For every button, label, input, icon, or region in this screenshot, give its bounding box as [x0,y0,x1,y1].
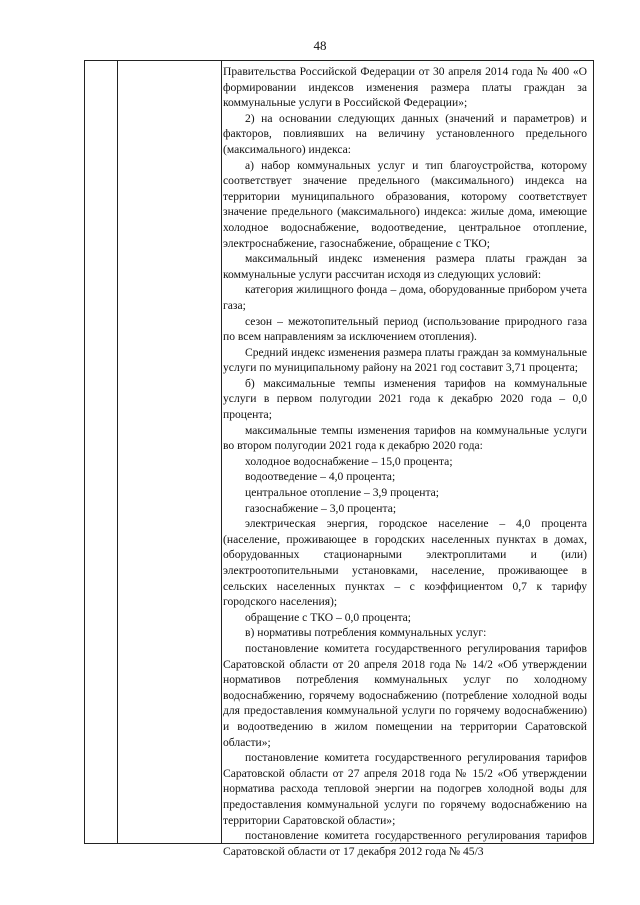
paragraph: категория жилищного фонда – дома, оборудованные прибором учета газа; [223,283,587,312]
page-number: 48 [313,38,327,53]
paragraph: Правительства Российской Федерации от 30 апреля 2014 года № 400 «О формировании индексов изменения размера платы граждан за коммунальные услуги в Российской Федерации»; [223,65,587,110]
table-column-divider [221,61,222,843]
paragraph: газоснабжение – 3,0 процента; [245,501,397,515]
paragraph: максимальные темпы изменения тарифов на коммунальные услуги во втором полугодии 2021 года к декабрю 2020 года: [223,423,587,453]
paragraph: б) максимальные темпы изменения тарифов на коммунальные услуги в первом полугодии 2021 года к декабрю 2020 года – 0,0 процента; [223,376,587,422]
paragraph: постановление комитета государственного регулирования тарифов Саратовской области от 17 декабря 2012 года № 45/3 [223,829,587,858]
paragraph: холодное водоснабжение – 15,0 процента; [245,454,453,468]
table-text-cell [223,64,587,859]
paragraph: постановление комитета государственного регулирования тарифов Саратовской области от 27 апреля 2018 года № 15/2 «Об утверждении норматива расхода тепловой энергии на подогрев холодной воды для предоставления коммунальной услуги по горячему водоснабжению на территории Саратовской области»; [223,751,587,827]
table-column-divider [117,61,118,843]
paragraph: обращение с ТКО – 0,0 процента; [245,610,412,624]
paragraph: электрическая энергия, городское население – 4,0 процента (население, проживающее в городских населенных пунктах в домах, оборудованных стационарными электроплитами и (или) электроотопительными установками, население, проживающее в сельских населенных пунктах – с коэффициентом 0,7 к тарифу городского населения); [223,517,587,609]
paragraph: 2) на основании следующих данных (значений и параметров) и факторов, повлиявших на величину установленного предельного (максимального) индекса: [223,111,587,156]
paragraph: Средний индекс изменения размера платы граждан за коммунальные услуги по муниципальному району на 2021 год составит 3,71 процента; [223,345,587,375]
paragraph: а) набор коммунальных услуг и тип благоустройства, которому соответствует значение предельного (максимального) индекса на территории муниципального образования, которому соответствует значение предельного (максимального) индекса: жилые дома, имеющие холодное водоснабжение, водоотведение, центральное отопление, электроснабжение, газоснабжение, обращение с ТКО; [223,158,587,250]
paragraph: в) нормативы потребления коммунальных услуг: [245,626,487,640]
document-table [84,60,594,858]
paragraph: максимальный индекс изменения размера платы граждан за коммунальные услуги рассчитан исходя из следующих условий: [223,252,587,281]
paragraph: сезон – межотопительный период (использование природного газа по всем направлениям за исключением отопления). [223,314,587,344]
paragraph: постановление комитета государственного регулирования тарифов Саратовской области от 20 апреля 2018 года № 14/2 «Об утверждении нормативов потребления коммунальных услуг по холодному водоснабжению, горячему водоснабжению (потребление холодной воды для предоставления коммунальной услуги по горячему водоснабжению) и водоотведению в жилом помещении на территории Саратовской области»; [223,641,587,749]
paragraph: водоотведение – 4,0 процента; [245,470,396,484]
paragraph: центральное отопление – 3,9 процента; [245,486,440,500]
